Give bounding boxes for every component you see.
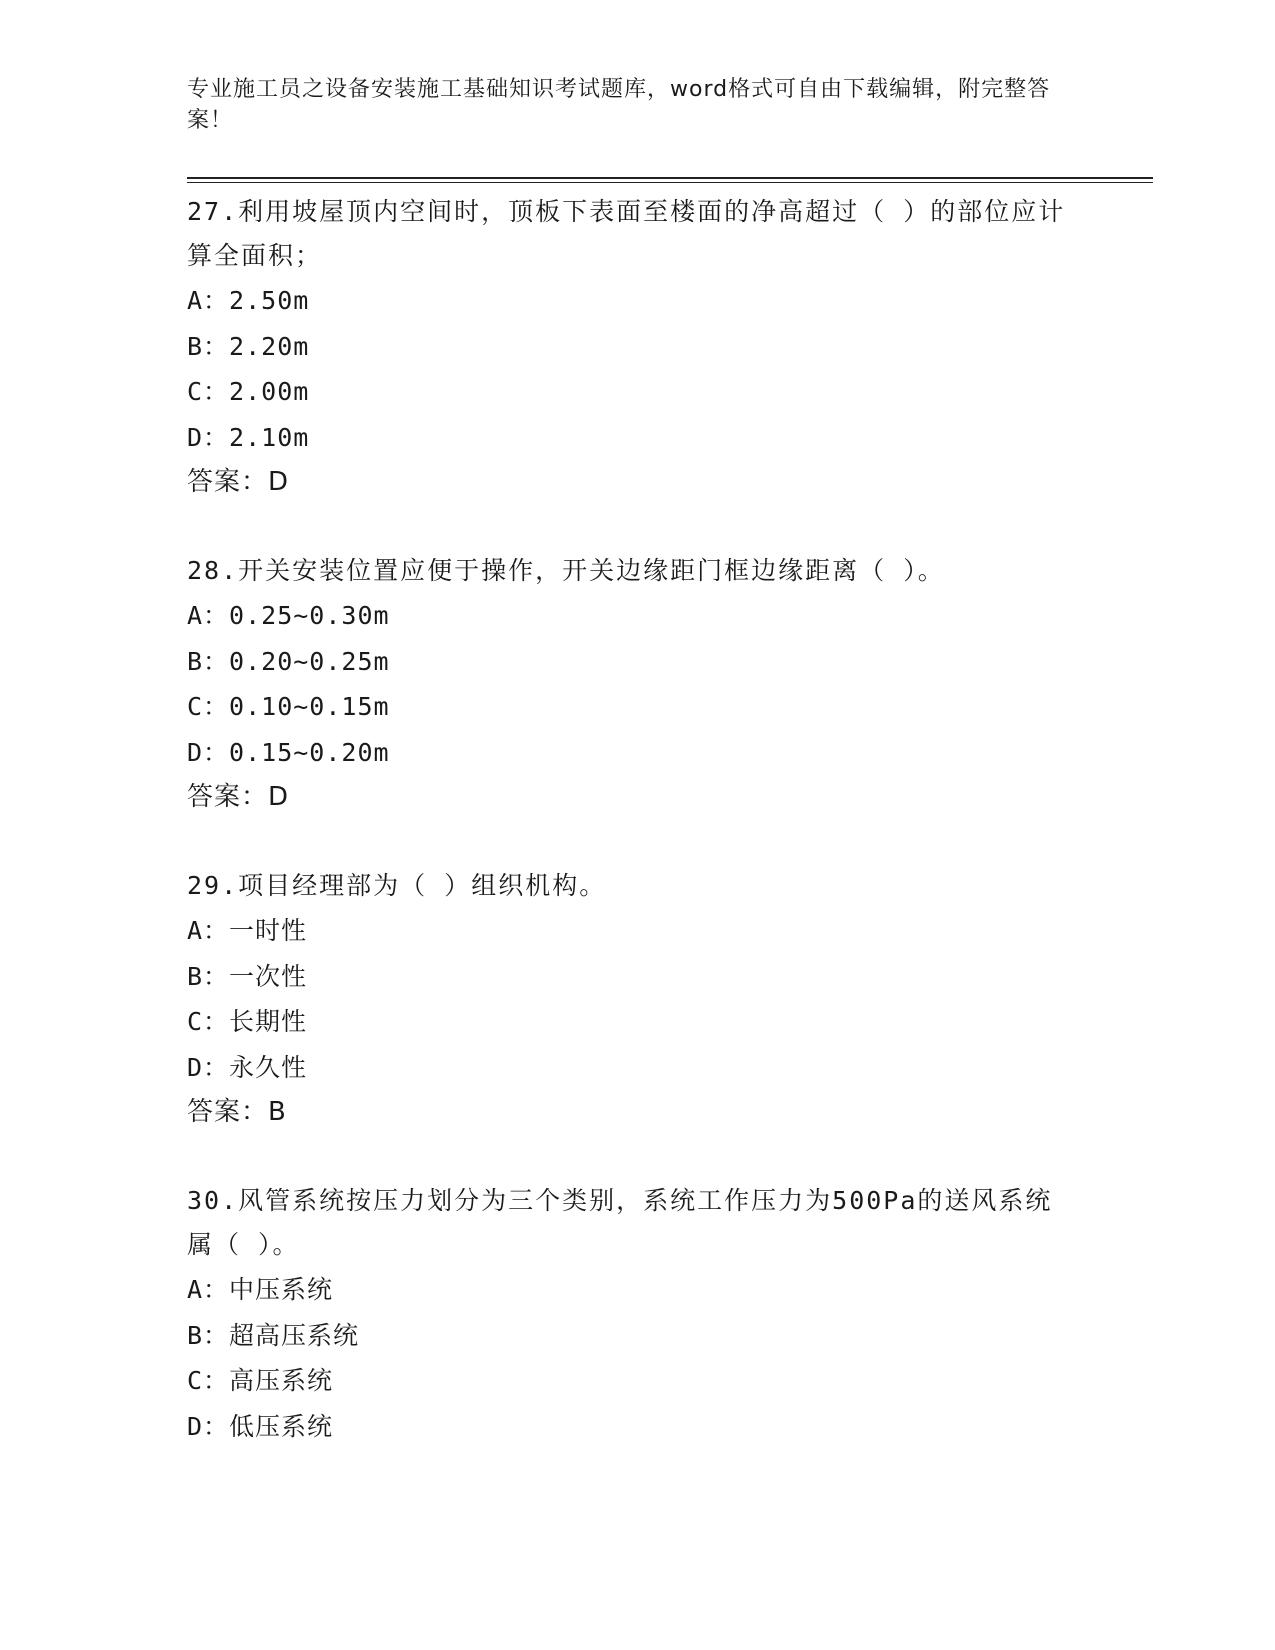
answer: 答案：B	[187, 1097, 287, 1127]
option-b: B：0.20~0.25m	[187, 646, 390, 676]
option-c: C：高压系统	[187, 1366, 334, 1395]
option-c: C：长期性	[187, 1007, 308, 1036]
option-a: A：0.25~0.30m	[187, 601, 390, 630]
question-29	[187, 864, 1087, 1134]
page-header: 专业施工员之设备安装施工基础知识考试题库，word格式可自由下载编辑，附完整答案！	[187, 77, 1051, 133]
answer: 答案：D	[187, 782, 290, 812]
option-a: A：2.50m	[187, 286, 310, 315]
option-b: B：超高压系统	[187, 1320, 360, 1350]
option-a: A：中压系统	[187, 1275, 334, 1304]
answer: 答案：D	[187, 467, 290, 497]
option-b: B：一次性	[187, 961, 308, 991]
option-b: B：2.20m	[187, 331, 310, 361]
header-divider-thin	[187, 182, 1153, 183]
option-c: C：0.10~0.15m	[187, 692, 390, 721]
question-text: 30.风管系统按压力划分为三个类别，系统工作压力为500Pa的送风系统属（ ）。	[187, 1186, 1053, 1259]
question-text: 27.利用坡屋顶内空间时，顶板下表面至楼面的净高超过（ ）的部位应计算全面积；	[187, 197, 1066, 270]
option-c: C：2.00m	[187, 377, 310, 406]
question-list	[187, 190, 1087, 1494]
question-text: 29.项目经理部为（ ）组织机构。	[187, 871, 607, 900]
question-30	[187, 1179, 1087, 1449]
option-d: D：永久性	[187, 1052, 308, 1082]
option-a: A：一时性	[187, 916, 308, 945]
question-28	[187, 549, 1087, 819]
question-text: 28.开关安装位置应便于操作，开关边缘距门框边缘距离（ ）。	[187, 556, 945, 585]
option-d: D：低压系统	[187, 1411, 334, 1441]
header-divider-thick	[187, 177, 1153, 179]
option-d: D：2.10m	[187, 422, 310, 452]
question-27	[187, 190, 1087, 504]
option-d: D：0.15~0.20m	[187, 737, 390, 767]
